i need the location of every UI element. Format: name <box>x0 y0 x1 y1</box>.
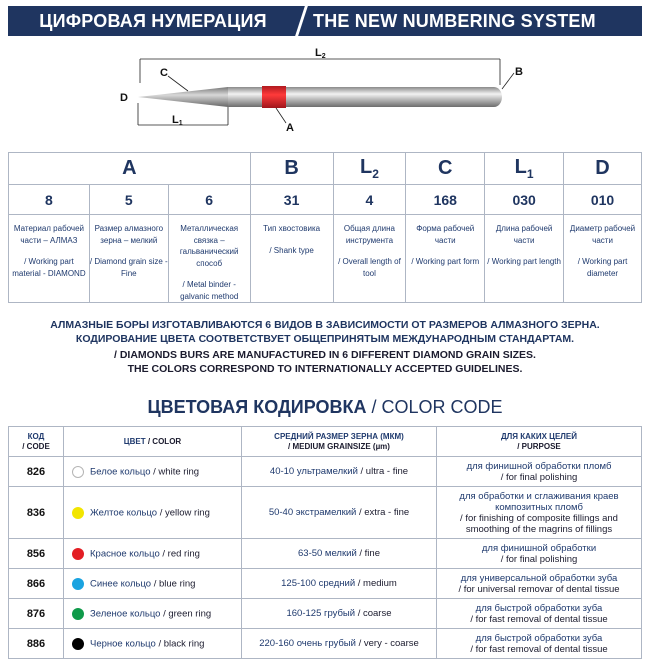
row-grain: 160-125 грубый / coarse <box>242 599 437 629</box>
desc-form: Форма рабочей части / Working part form <box>406 215 485 303</box>
row-code: 856 <box>9 539 64 569</box>
row-color: Желтое кольцо / yellow ring <box>64 487 242 539</box>
col-grain: СРЕДНИЙ РАЗМЕР ЗЕРНА (МКМ) / MEDIUM GRAINSIZE (µm) <box>242 427 437 457</box>
value-length: 4 <box>333 185 406 215</box>
desc-material: Материал рабочей части – АЛМАЗ / Working part material - DIAMOND <box>9 215 90 303</box>
row-color: Красное кольцо / red ring <box>64 539 242 569</box>
color-code-title-ru: ЦВЕТОВАЯ КОДИРОВКА <box>147 397 367 417</box>
title-banner <box>8 6 642 36</box>
numbering-description-row <box>9 215 642 303</box>
row-grain: 50-40 экстрамелкий / extra - fine <box>242 487 437 539</box>
blue-ring-dot <box>72 578 84 590</box>
numbering-table <box>8 152 642 303</box>
value-grain: 5 <box>89 185 168 215</box>
row-code: 826 <box>9 457 64 487</box>
shank <box>286 87 494 107</box>
color-ring <box>262 86 286 108</box>
row-purpose: для обработки и сглаживания краев композитных пломб / for finishing of composite fillings and smoothing of the magrins of fillings <box>437 487 642 539</box>
label-c: C <box>160 67 168 79</box>
row-grain: 63-50 мелкий / fine <box>242 539 437 569</box>
label-l1: L1 <box>172 114 183 127</box>
row-color: Черное кольцо / black ring <box>64 629 242 659</box>
red-ring-dot <box>72 548 84 560</box>
label-b: B <box>515 66 523 78</box>
color-code-header-row <box>9 427 642 457</box>
value-form: 168 <box>406 185 485 215</box>
banner-title-en: THE NEW NUMBERING SYSTEM <box>313 10 596 31</box>
header-d: D <box>564 153 642 185</box>
header-l2: $L_2$ <box>333 153 406 185</box>
desc-length: Общая длина инструмента / Overall length of tool <box>333 215 406 303</box>
table-row <box>9 629 642 659</box>
value-diameter: 010 <box>564 185 642 215</box>
table-row <box>9 569 642 599</box>
desc-binder: Металлическая связка – гальванический способ / Metal binder - galvanic method <box>168 215 250 303</box>
neck <box>228 87 262 107</box>
table-row <box>9 539 642 569</box>
col-code: КОД / CODE <box>9 427 64 457</box>
row-purpose: для финишной обработки / for final polishing <box>437 539 642 569</box>
col-purpose: ДЛЯ КАКИХ ЦЕЛЕЙ / PURPOSE <box>437 427 642 457</box>
desc-shank: Тип хвостовика / Shank type <box>250 215 333 303</box>
header-a: A <box>9 153 251 185</box>
value-working-length: 030 <box>485 185 564 215</box>
color-code-title <box>0 397 650 418</box>
desc-working-length: Длина рабочей части / Working part length <box>485 215 564 303</box>
note-ru-line-1: АЛМАЗНЫЕ БОРЫ ИЗГОТАВЛИВАЮТСЯ 6 ВИДОВ В ЗАВИСИМОСТИ ОТ РАЗМЕРОВ АЛМАЗНОГО ЗЕРНА. <box>50 319 600 331</box>
col-color: ЦВЕТ / COLOR <box>64 427 242 457</box>
note-en-line-1: / DIAMONDS BURS ARE MANUFACTURED IN 6 DIFFERENT DIAMOND GRAIN SIZES. <box>114 349 536 361</box>
value-material: 8 <box>9 185 90 215</box>
value-shank: 31 <box>250 185 333 215</box>
desc-grain: Размер алмазного зерна – мелкий / Diamond grain size - Fine <box>89 215 168 303</box>
numbering-header-row <box>9 153 642 185</box>
table-row <box>9 457 642 487</box>
label-d: D <box>120 92 128 104</box>
note-ru-line-2: КОДИРОВАНИЕ ЦВЕТА СООТВЕТСТВУЕТ ОБЩЕПРИНЯТЫМ МЕЖДУНАРОДНЫМ СТАНДАРТАМ. <box>75 333 575 345</box>
row-purpose: для быстрой обработки зуба / for fast removal of dental tissue <box>437 629 642 659</box>
color-code-table <box>8 426 642 659</box>
row-grain: 125-100 средний / medium <box>242 569 437 599</box>
value-binder: 6 <box>168 185 250 215</box>
table-row <box>9 599 642 629</box>
grain-sizes-note <box>8 318 642 376</box>
header-b: B <box>250 153 333 185</box>
row-code: 886 <box>9 629 64 659</box>
row-grain: 220-160 очень грубый / very - coarse <box>242 629 437 659</box>
banner-title-ru: ЦИФРОВАЯ НУМЕРАЦИЯ <box>39 10 267 31</box>
row-purpose: для универсальной обработки зуба / for universal removar of dental tissue <box>437 569 642 599</box>
bur-drawing <box>110 45 540 135</box>
desc-diameter: Диаметр рабочей части / Working part diameter <box>564 215 642 303</box>
black-ring-dot <box>72 638 84 650</box>
header-l1: $L_1$ <box>485 153 564 185</box>
label-l2: L2 <box>315 47 326 60</box>
note-en-line-2: THE COLORS CORRESPOND TO INTERNATIONALLY ACCEPTED GUIDELINES. <box>127 363 523 375</box>
row-purpose: для быстрой обработки зуба / for fast removal of dental tissue <box>437 599 642 629</box>
row-code: 866 <box>9 569 64 599</box>
table-row <box>9 487 642 539</box>
row-color: Синее кольцо / blue ring <box>64 569 242 599</box>
bur-diagram <box>110 45 540 135</box>
numbering-values-row <box>9 185 642 215</box>
green-ring-dot <box>72 608 84 620</box>
row-grain: 40-10 ультрамелкий / ultra - fine <box>242 457 437 487</box>
diamond-working-part <box>138 87 228 107</box>
row-purpose: для финишной обработки пломб / for final polishing <box>437 457 642 487</box>
color-code-title-en: / COLOR CODE <box>371 397 503 417</box>
row-color: Белое кольцо / white ring <box>64 457 242 487</box>
row-code: 876 <box>9 599 64 629</box>
row-color: Зеленое кольцо / green ring <box>64 599 242 629</box>
header-c: C <box>406 153 485 185</box>
row-code: 836 <box>9 487 64 539</box>
white-ring-dot <box>72 466 84 478</box>
label-a: A <box>286 122 294 134</box>
yellow-ring-dot <box>72 507 84 519</box>
